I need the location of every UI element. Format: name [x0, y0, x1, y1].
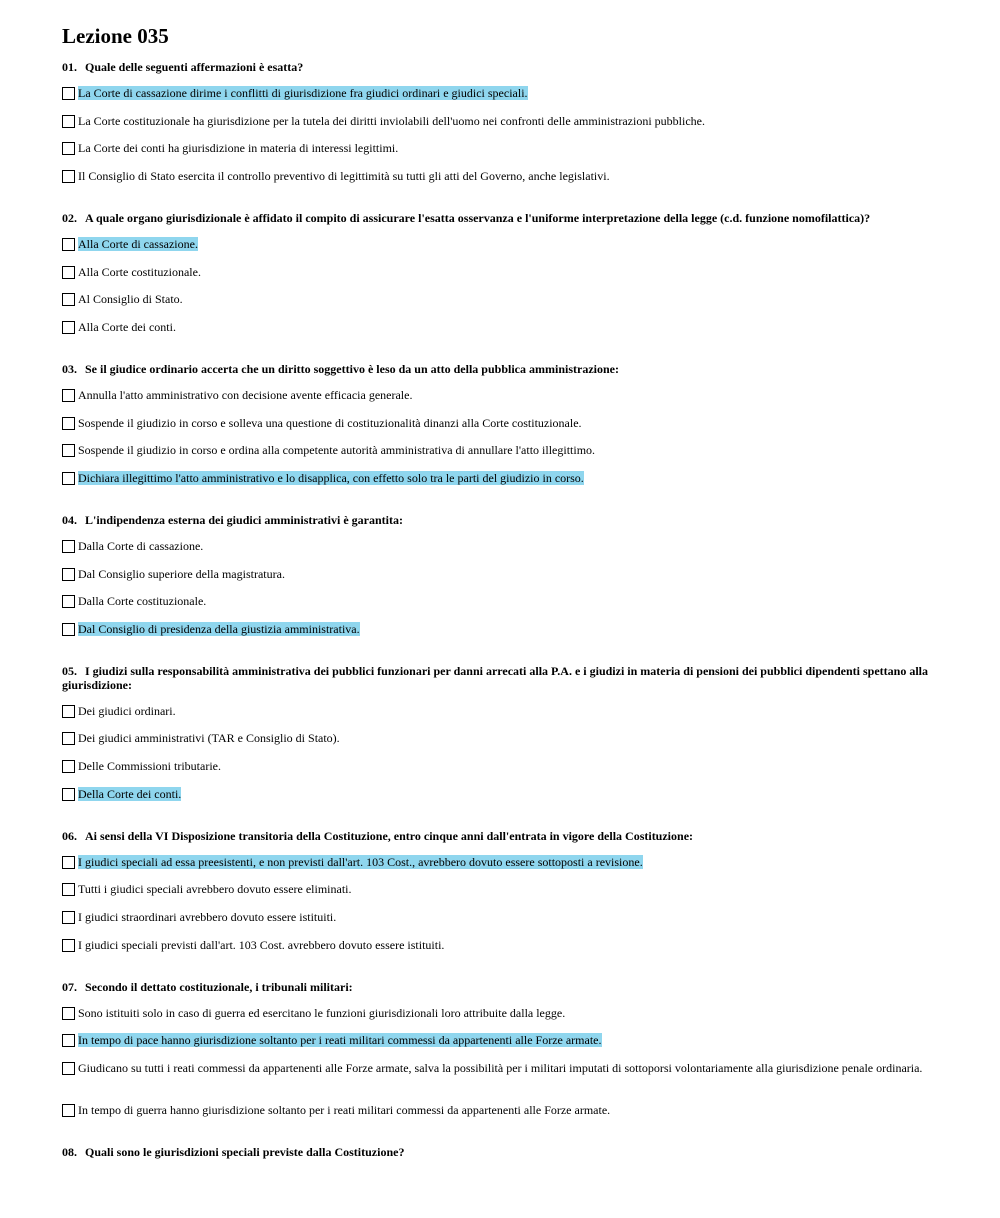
answer-text-highlighted: Alla Corte di cassazione.	[78, 237, 198, 251]
answer-text: I giudici speciali previsti dall'art. 103 Cost. avrebbero dovuto essere istituiti.	[78, 938, 445, 952]
answer-option	[62, 855, 932, 869]
answer-text: Sono istituiti solo in caso di guerra ed esercitano le funzioni giurisdizionali loro attribuite dalla legge.	[78, 1006, 566, 1020]
answer-text: In tempo di guerra hanno giurisdizione soltanto per i reati militari commessi da appartenenti alle Forze armate.	[78, 1103, 611, 1117]
answer-checkbox[interactable]	[62, 87, 75, 100]
question-heading	[62, 1145, 932, 1159]
answer-text-highlighted: La Corte di cassazione dirime i conflitti di giurisdizione fra giudici ordinari e giudici speciali.	[78, 86, 528, 100]
answer-option	[62, 622, 932, 636]
answer-checkbox[interactable]	[62, 788, 75, 801]
question-text: Ai sensi della VI Disposizione transitoria della Costituzione, entro cinque anni dall'entrata in vigore della Costituzione:	[85, 829, 694, 843]
answer-text: La Corte dei conti ha giurisdizione in materia di interessi legittimi.	[78, 141, 399, 155]
answer-option	[62, 114, 932, 128]
question-heading	[62, 829, 932, 843]
answer-option	[62, 787, 932, 801]
answer-option	[62, 265, 932, 279]
answer-checkbox[interactable]	[62, 266, 75, 279]
question-text: I giudizi sulla responsabilità amministrativa dei pubblici funzionari per danni arrecati alla P.A. e i giudizi in materia di pensioni dei pubblici dipendenti spettano alla giurisdizione:	[62, 664, 929, 692]
answer-option	[62, 1103, 932, 1117]
question-heading	[62, 980, 932, 994]
answer-checkbox[interactable]	[62, 321, 75, 334]
answer-text: Alla Corte costituzionale.	[78, 265, 201, 279]
question-number: 05.	[62, 664, 77, 678]
question-number: 07.	[62, 980, 77, 994]
answer-checkbox[interactable]	[62, 417, 75, 430]
answer-checkbox[interactable]	[62, 1007, 75, 1020]
answer-text: Annulla l'atto amministrativo con decisione avente efficacia generale.	[78, 388, 413, 402]
question-number: 03.	[62, 362, 77, 376]
answer-option	[62, 86, 932, 100]
answer-text: Alla Corte dei conti.	[78, 320, 176, 334]
answer-option	[62, 539, 932, 553]
answer-checkbox[interactable]	[62, 623, 75, 636]
question-number: 08.	[62, 1145, 77, 1159]
answer-text: Sospende il giudizio in corso e ordina alla competente autorità amministrativa di annullare l'atto illegittimo.	[78, 443, 596, 457]
answer-checkbox[interactable]	[62, 540, 75, 553]
answer-checkbox[interactable]	[62, 911, 75, 924]
answer-text: Giudicano su tutti i reati commessi da appartenenti alle Forze armate, salva la possibilità per i militari imputati di sottoporsi volontariamente alla giurisdizione penale ordinaria.	[78, 1061, 923, 1075]
question-text: A quale organo giurisdizionale è affidato il compito di assicurare l'esatta osservanza e l'uniforme interpretazione della legge (c.d. funzione nomofilattica)?	[85, 211, 871, 225]
question-heading	[62, 513, 932, 527]
answer-text: I giudici straordinari avrebbero dovuto essere istituiti.	[78, 910, 337, 924]
answer-option	[62, 443, 932, 457]
answer-checkbox[interactable]	[62, 732, 75, 745]
question-number: 04.	[62, 513, 77, 527]
answer-text: Sospende il giudizio in corso e solleva una questione di costituzionalità dinanzi alla Corte costituzionale.	[78, 416, 582, 430]
answer-text-highlighted: Dichiara illegittimo l'atto amministrativo e lo disapplica, con effetto solo tra le parti del giudizio in corso.	[78, 471, 584, 485]
answer-option	[62, 882, 932, 896]
answer-checkbox[interactable]	[62, 444, 75, 457]
question-heading	[62, 664, 932, 692]
answer-text-highlighted: Della Corte dei conti.	[78, 787, 182, 801]
answer-option	[62, 292, 932, 306]
answer-option	[62, 910, 932, 924]
question-heading	[62, 60, 932, 74]
answer-option	[62, 471, 932, 485]
answer-text: Delle Commissioni tributarie.	[78, 759, 221, 773]
answer-checkbox[interactable]	[62, 1104, 75, 1117]
answer-option	[62, 759, 932, 773]
answer-option	[62, 1033, 932, 1047]
answer-checkbox[interactable]	[62, 142, 75, 155]
answer-checkbox[interactable]	[62, 1062, 75, 1075]
answer-checkbox[interactable]	[62, 170, 75, 183]
question-text: Quali sono le giurisdizioni speciali previste dalla Costituzione?	[85, 1145, 405, 1159]
answer-checkbox[interactable]	[62, 883, 75, 896]
answer-text-highlighted: I giudici speciali ad essa preesistenti, e non previsti dall'art. 103 Cost., avrebbero dovuto essere sottoposti a revisione.	[78, 855, 643, 869]
answer-checkbox[interactable]	[62, 760, 75, 773]
answer-checkbox[interactable]	[62, 1034, 75, 1047]
question-number: 02.	[62, 211, 77, 225]
answer-option	[62, 704, 932, 718]
answer-checkbox[interactable]	[62, 238, 75, 251]
answer-option	[62, 731, 932, 745]
answer-checkbox[interactable]	[62, 568, 75, 581]
answer-text-highlighted: In tempo di pace hanno giurisdizione soltanto per i reati militari commessi da appartenenti alle Forze armate.	[78, 1033, 602, 1047]
question-number: 01.	[62, 60, 77, 74]
answer-checkbox[interactable]	[62, 939, 75, 952]
answer-option	[62, 320, 932, 334]
answer-text: Dalla Corte costituzionale.	[78, 594, 207, 608]
answer-checkbox[interactable]	[62, 389, 75, 402]
answer-option	[62, 416, 932, 430]
answer-text-highlighted: Dal Consiglio di presidenza della giustizia amministrativa.	[78, 622, 360, 636]
question-text: L'indipendenza esterna dei giudici amministrativi è garantita:	[85, 513, 403, 527]
question-heading	[62, 362, 932, 376]
answer-option	[62, 141, 932, 155]
answer-checkbox[interactable]	[62, 856, 75, 869]
answer-text: Dalla Corte di cassazione.	[78, 539, 204, 553]
answer-option	[62, 1006, 932, 1020]
answer-text: Tutti i giudici speciali avrebbero dovuto essere eliminati.	[78, 882, 352, 896]
answer-option	[62, 237, 932, 251]
answer-option	[62, 594, 932, 608]
answer-checkbox[interactable]	[62, 472, 75, 485]
answer-checkbox[interactable]	[62, 293, 75, 306]
page-title: Lezione 035	[62, 24, 169, 48]
answer-text: La Corte costituzionale ha giurisdizione per la tutela dei diritti inviolabili dell'uomo nei confronti delle amministrazioni pubbliche.	[78, 114, 705, 128]
answer-text: Dei giudici amministrativi (TAR e Consiglio di Stato).	[78, 731, 340, 745]
answer-checkbox[interactable]	[62, 115, 75, 128]
answer-text: Dei giudici ordinari.	[78, 704, 176, 718]
answer-option	[62, 388, 932, 402]
answer-option	[62, 1061, 932, 1075]
answer-checkbox[interactable]	[62, 595, 75, 608]
question-text: Se il giudice ordinario accerta che un diritto soggettivo è leso da un atto della pubblica amministrazione:	[85, 362, 619, 376]
question-text: Quale delle seguenti affermazioni è esatta?	[85, 60, 304, 74]
answer-text: Al Consiglio di Stato.	[78, 292, 183, 306]
answer-option	[62, 567, 932, 581]
question-text: Secondo il dettato costituzionale, i tribunali militari:	[85, 980, 353, 994]
question-number: 06.	[62, 829, 77, 843]
answer-option	[62, 938, 932, 952]
answer-text: Dal Consiglio superiore della magistratura.	[78, 567, 285, 581]
answer-option	[62, 169, 932, 183]
question-heading	[62, 211, 932, 225]
answer-text: Il Consiglio di Stato esercita il controllo preventivo di legittimità su tutti gli atti del Governo, anche legislativi.	[78, 169, 610, 183]
answer-checkbox[interactable]	[62, 705, 75, 718]
